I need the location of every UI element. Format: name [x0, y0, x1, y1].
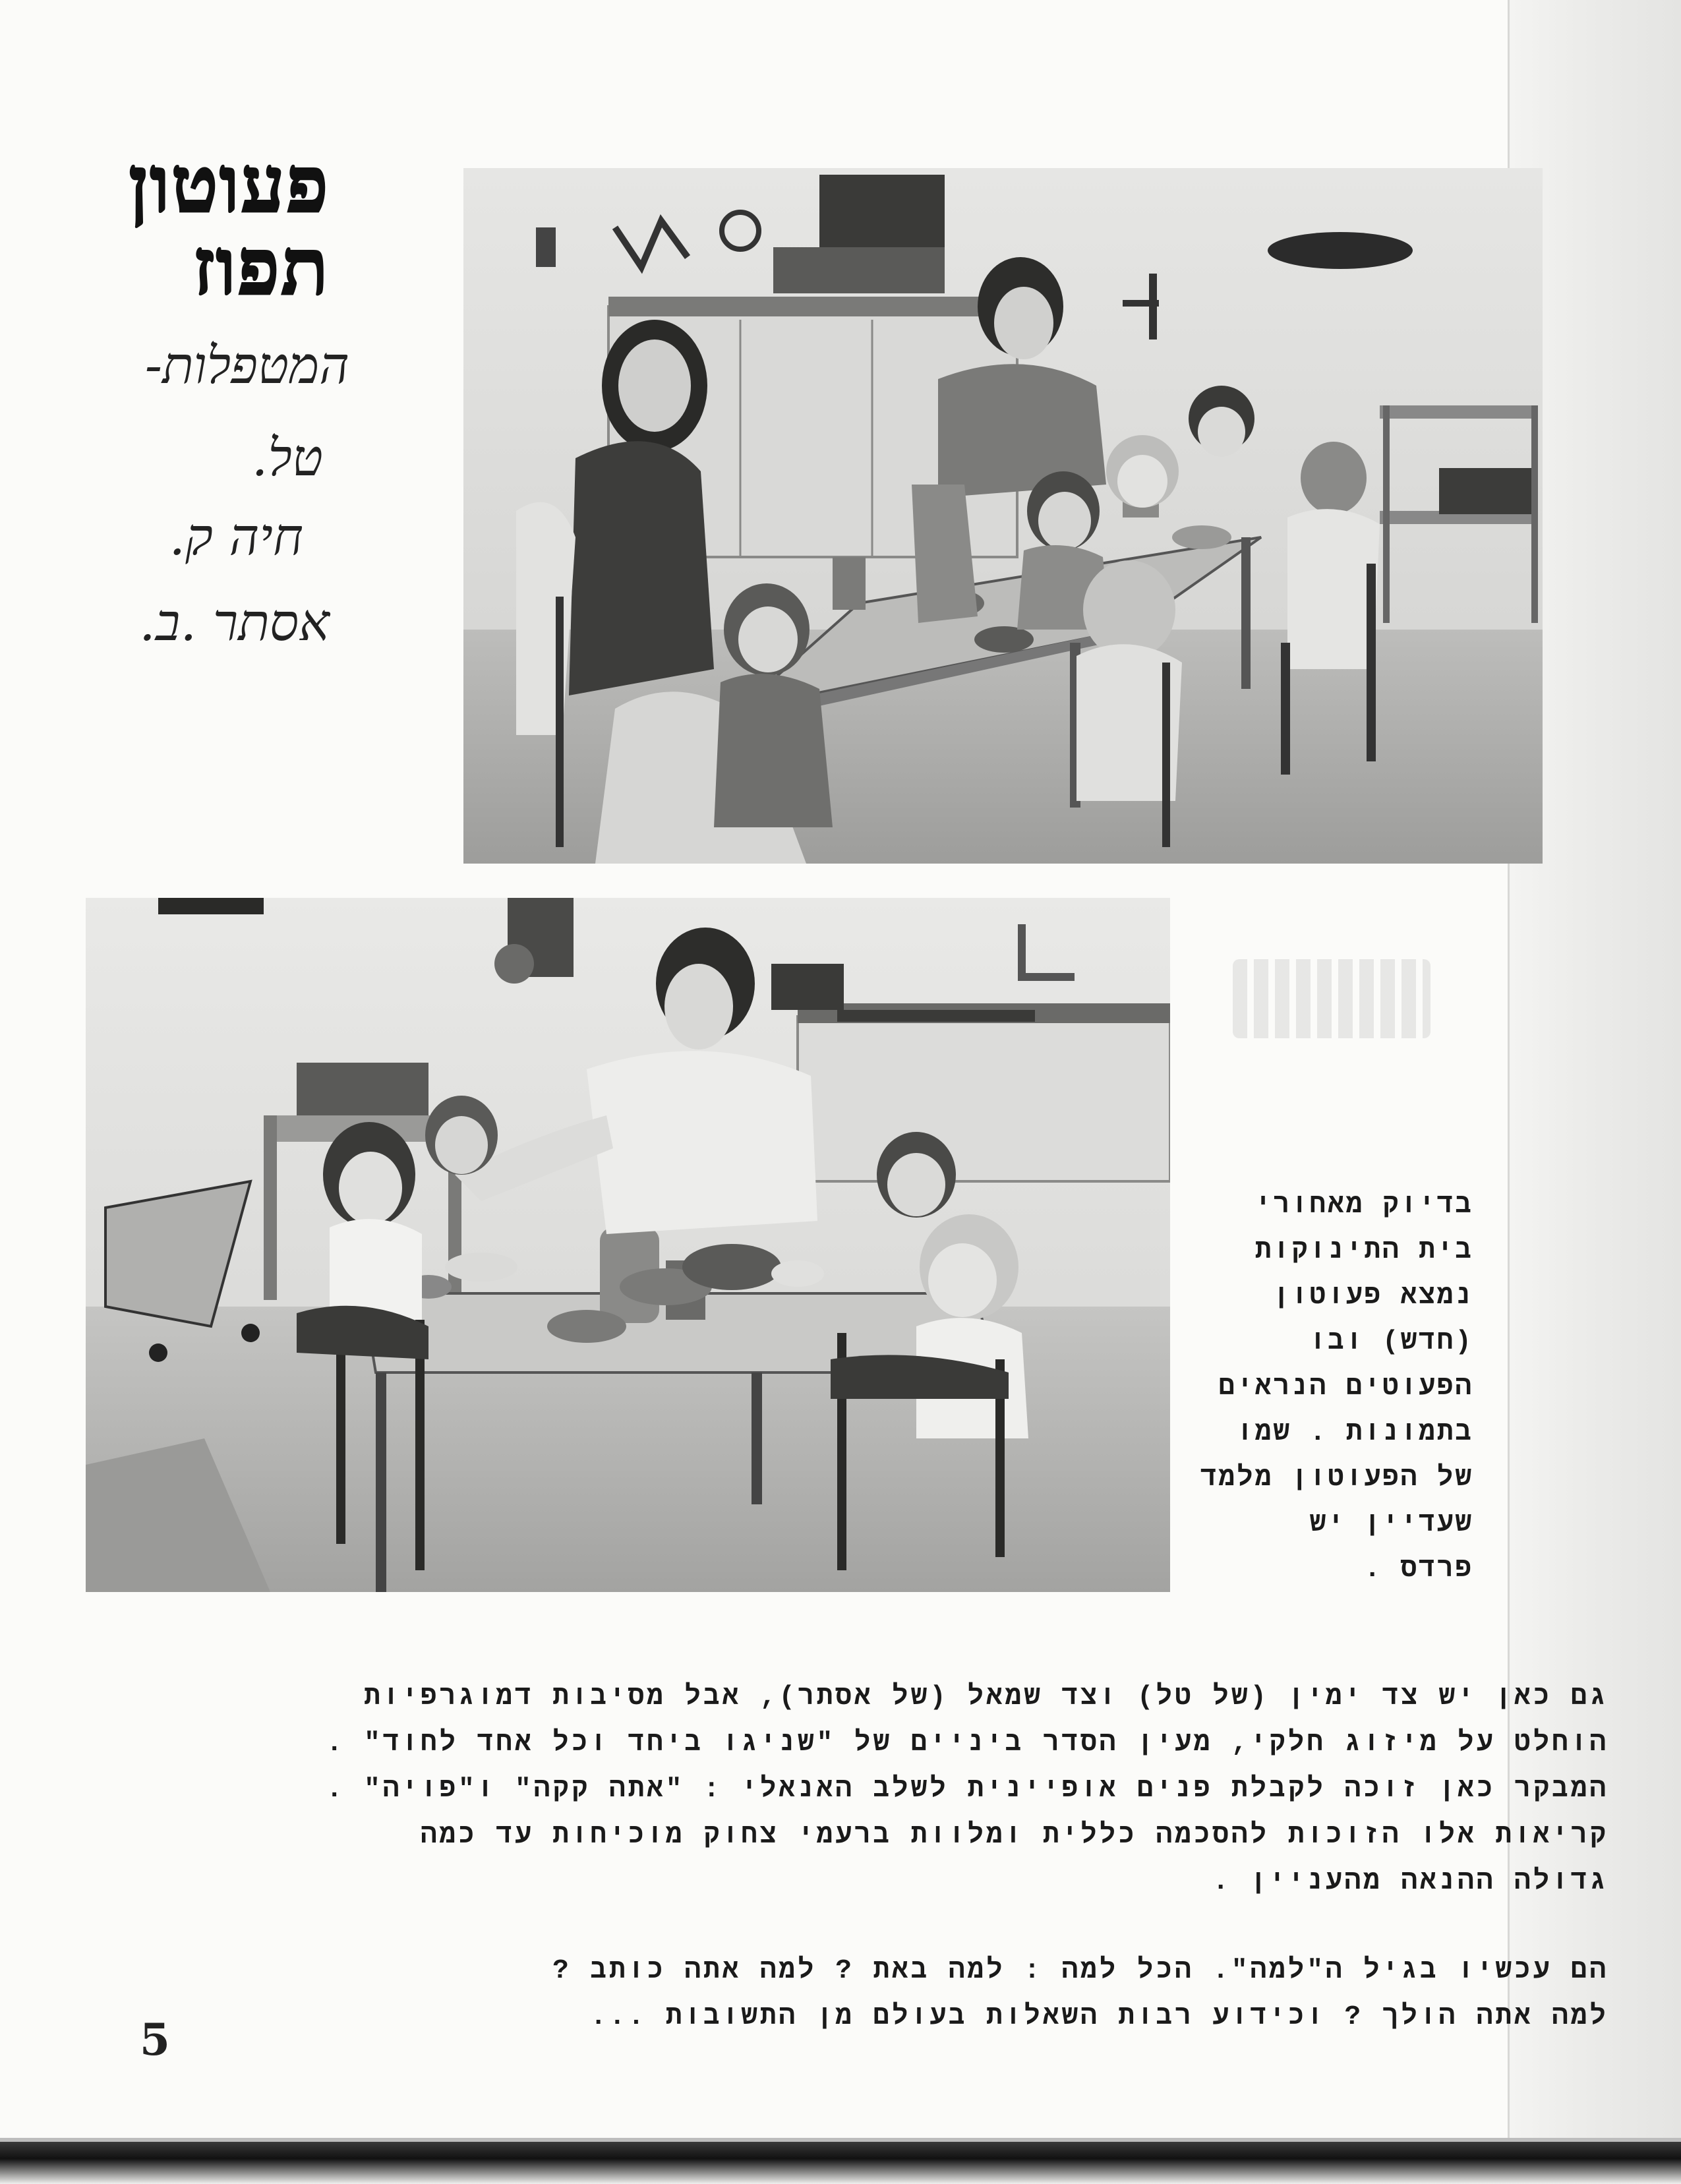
- text-line: הוחלט על מיזוג חלקי, מעין הסדר ביניים של "שניגו ביחד וכל אחד לחוד" .: [326, 1728, 1608, 1759]
- text-line: הם עכשיו בגיל ה"למה". הכל למה : למה באת ? למה אתה כותב ?: [552, 1956, 1608, 1986]
- caregiver-name: אסתר .ב.: [138, 593, 330, 653]
- text-line: פרדס .: [1364, 1554, 1473, 1585]
- text-line: למה אתה הולך ? וכידוע רבות השאלות בעולם מן התשובות ...: [590, 2002, 1608, 2032]
- page-number: 5: [140, 2014, 170, 2065]
- photo-caregivers-with-toddlers: [463, 168, 1543, 864]
- caregiver-name: טל.: [251, 428, 323, 488]
- text-line: בתמונות . שמו: [1237, 1418, 1473, 1448]
- text-line: גם כאן יש צד ימין (של טל) וצד שמאל (של אסתר), אבל מסיבות דמוגרפיות: [364, 1682, 1608, 1713]
- paragraph-1: [198, 1674, 1608, 1905]
- text-line: (חדש) ובו: [1309, 1327, 1473, 1357]
- text-line: של הפעוטון מלמד: [1200, 1463, 1473, 1494]
- title-block: [79, 138, 349, 653]
- text-line: המבקר כאן זוכה לקבלת פנים אופיינית לשלב האנאלי : "אתה קקה" ו"פויה" .: [326, 1775, 1608, 1805]
- photo-caregiver-feeding-toddlers: [86, 898, 1170, 1592]
- title-line-1: פעוטון: [129, 138, 330, 230]
- text-line: שעדיין יש: [1309, 1509, 1473, 1539]
- text-line: הפעוטים הנראים: [1218, 1372, 1473, 1403]
- title-line-2: תפוז: [192, 221, 330, 312]
- text-line: קריאות אלו הזוכות להסכמה כללית ומלוות ברעמי צחוק מוכיחות עד כמה: [420, 1821, 1608, 1851]
- text-line: גדולה ההנאה מהעניין .: [1212, 1867, 1608, 1897]
- bleed-through-banner: [1233, 959, 1430, 1038]
- text-line: נמצא פעוטון: [1273, 1282, 1473, 1312]
- caregivers-heading: המטפלות-: [144, 336, 349, 396]
- text-line: בדיוק מאחורי: [1254, 1191, 1473, 1221]
- paragraph-2: [198, 1948, 1608, 2040]
- text-line: בית התינוקות: [1254, 1236, 1473, 1266]
- side-column-text: [1196, 1183, 1473, 1593]
- caregiver-name: חיה ק.: [169, 508, 303, 567]
- bottom-edge: [0, 2142, 1681, 2184]
